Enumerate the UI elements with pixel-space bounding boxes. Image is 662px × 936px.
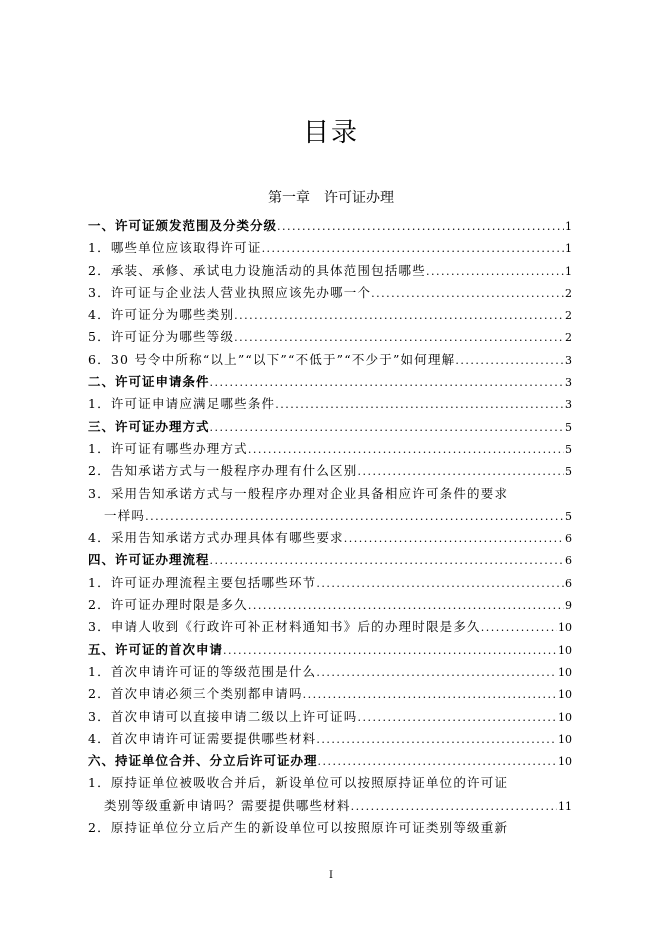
toc-item-row[interactable] <box>88 661 572 683</box>
toc-entry-text: 二、许可证申请条件 <box>88 374 210 390</box>
toc-page-number: 2 <box>565 286 572 300</box>
toc-section-row[interactable] <box>88 549 572 571</box>
toc-item-row[interactable] <box>88 304 572 326</box>
toc-item-row[interactable] <box>88 438 572 460</box>
chapter-label: 第一章 <box>268 190 310 206</box>
toc-item-row[interactable] <box>88 505 572 527</box>
table-of-contents <box>88 215 572 839</box>
toc-leader-dots <box>210 417 564 439</box>
toc-page-number: 10 <box>558 732 572 746</box>
toc-leader-dots <box>145 506 564 528</box>
footer-page-number: I <box>329 870 333 881</box>
toc-leader-dots <box>455 350 564 372</box>
toc-entry-text: 2．原持证单位分立后产生的新设单位可以按照原许可证类别等级重新 <box>88 820 509 836</box>
toc-leader-dots <box>357 707 557 729</box>
toc-leader-dots <box>481 617 557 639</box>
toc-leader-dots <box>248 439 564 461</box>
toc-page-number: 2 <box>565 309 572 323</box>
toc-entry-text: 一、许可证颁发范围及分类分级 <box>88 218 278 233</box>
toc-item-row[interactable] <box>88 237 572 259</box>
toc-entry-text: 4．采用告知承诺方式办理具体有哪些要求 <box>88 530 344 546</box>
toc-item-row[interactable] <box>88 483 572 505</box>
toc-page-number: 11 <box>558 799 572 813</box>
chapter-heading <box>0 187 662 207</box>
toc-page-number: 6 <box>565 532 572 546</box>
toc-item-row[interactable] <box>88 326 572 348</box>
toc-page-number: 10 <box>558 643 572 657</box>
toc-entry-text: 1．首次申请许可证的等级范围是什么 <box>88 663 317 679</box>
toc-leader-dots <box>210 372 564 394</box>
toc-page-number: 6 <box>565 576 572 590</box>
toc-page-number: 5 <box>565 442 572 456</box>
toc-page-number: 9 <box>565 599 572 613</box>
toc-leader-dots <box>234 327 564 349</box>
toc-leader-dots <box>344 528 564 550</box>
toc-entry-text: 5．许可证分为哪些等级 <box>88 329 235 345</box>
toc-page-number: 10 <box>558 710 572 724</box>
toc-item-row[interactable] <box>88 683 572 705</box>
toc-page-number: 10 <box>558 688 572 702</box>
toc-page-number: 3 <box>565 353 572 367</box>
toc-item-row[interactable] <box>88 282 572 304</box>
toc-leader-dots <box>210 550 564 572</box>
toc-page-number: 5 <box>565 509 572 523</box>
toc-entry-text: 2．首次申请必须三个类别都申请吗 <box>88 686 303 702</box>
toc-leader-dots <box>234 305 564 327</box>
chapter-title: 许可证办理 <box>324 190 394 206</box>
toc-page-number: 2 <box>565 331 572 345</box>
toc-leader-dots <box>248 595 564 617</box>
toc-entry-text: 1．许可证办理流程主要包括哪些环节 <box>88 574 317 590</box>
toc-leader-dots <box>316 662 557 684</box>
toc-leader-dots <box>316 573 564 595</box>
toc-entry-text: 类别等级重新申请吗？需要提供哪些材料 <box>104 797 351 813</box>
toc-entry-text: 2．承装、承修、承试电力设施活动的具体范围包括哪些 <box>88 262 426 278</box>
toc-section-row[interactable] <box>88 416 572 438</box>
toc-item-row[interactable] <box>88 772 572 794</box>
toc-section-row[interactable] <box>88 215 572 237</box>
toc-entry-text: 六、持证单位合并、分立后许可证办理 <box>88 753 318 769</box>
toc-item-row[interactable] <box>88 817 572 839</box>
toc-entry-text: 2．告知承诺方式与一般程序办理有什么区别 <box>88 463 358 479</box>
toc-entry-text: 五、许可证的首次申请 <box>88 641 224 657</box>
toc-page-number: 1 <box>565 264 572 278</box>
toc-page-number: 6 <box>565 554 572 568</box>
toc-item-row[interactable] <box>88 349 572 371</box>
toc-page-number: 10 <box>558 755 572 769</box>
toc-page-number: 3 <box>565 376 572 390</box>
toc-entry-text: 6．30 号令中所称“以上”“以下”“不低于”“不少于”如何理解 <box>88 351 456 367</box>
toc-item-row[interactable] <box>88 393 572 415</box>
toc-leader-dots <box>357 461 564 483</box>
toc-leader-dots <box>275 394 564 416</box>
toc-item-row[interactable] <box>88 706 572 728</box>
toc-item-row[interactable] <box>88 572 572 594</box>
toc-section-row[interactable] <box>88 371 572 393</box>
toc-page-number: 1 <box>565 220 572 233</box>
toc-entry-text: 3．首次申请可以直接申请二级以上许可证吗 <box>88 708 358 724</box>
toc-entry-text: 3．许可证与企业法人营业执照应该先办哪一个 <box>88 284 372 300</box>
toc-entry-text: 3．采用告知承诺方式与一般程序办理对企业具备相应许可条件的要求 <box>88 485 509 501</box>
toc-page-number: 10 <box>558 621 572 635</box>
toc-page-number: 10 <box>558 665 572 679</box>
toc-leader-dots <box>318 751 557 773</box>
toc-item-row[interactable] <box>88 260 572 282</box>
toc-leader-dots <box>351 796 557 818</box>
toc-leader-dots <box>277 216 564 238</box>
toc-page-number: 3 <box>565 398 572 412</box>
toc-page-number: 5 <box>565 420 572 434</box>
toc-entry-text: 4．许可证分为哪些类别 <box>88 307 235 323</box>
toc-item-row[interactable] <box>88 728 572 750</box>
toc-item-row[interactable] <box>88 460 572 482</box>
toc-entry-text: 4．首次申请许可证需要提供哪些材料 <box>88 730 317 746</box>
toc-leader-dots <box>371 283 564 305</box>
toc-entry-text: 2．许可证办理时限是多久 <box>88 597 248 613</box>
toc-item-row[interactable] <box>88 795 572 817</box>
toc-entry-text: 1．原持证单位被吸收合并后，新设单位可以按照原持证单位的许可证 <box>88 775 509 791</box>
toc-entry-text: 一样吗 <box>104 507 146 523</box>
toc-item-row[interactable] <box>88 527 572 549</box>
toc-entry-text: 1．许可证申请应满足哪些条件 <box>88 396 276 412</box>
toc-section-row[interactable] <box>88 639 572 661</box>
page-title: 目录 <box>302 118 359 148</box>
toc-leader-dots <box>303 684 557 706</box>
toc-page-number: 5 <box>565 465 572 479</box>
toc-entry-text: 1．哪些单位应该取得许可证 <box>88 240 262 256</box>
toc-leader-dots <box>262 238 564 260</box>
toc-entry-text: 1．许可证有哪些办理方式 <box>88 440 248 456</box>
toc-leader-dots <box>426 261 564 283</box>
toc-entry-text: 三、许可证办理方式 <box>88 418 210 434</box>
toc-entry-text: 3．申请人收到《行政许可补正材料通知书》后的办理时限是多久 <box>88 619 481 635</box>
toc-item-row[interactable] <box>88 594 572 616</box>
toc-leader-dots <box>316 729 557 751</box>
toc-section-row[interactable] <box>88 750 572 772</box>
toc-page-number: 1 <box>565 242 572 256</box>
toc-leader-dots <box>223 640 557 662</box>
toc-item-row[interactable] <box>88 616 572 638</box>
toc-entry-text: 四、许可证办理流程 <box>88 552 210 568</box>
